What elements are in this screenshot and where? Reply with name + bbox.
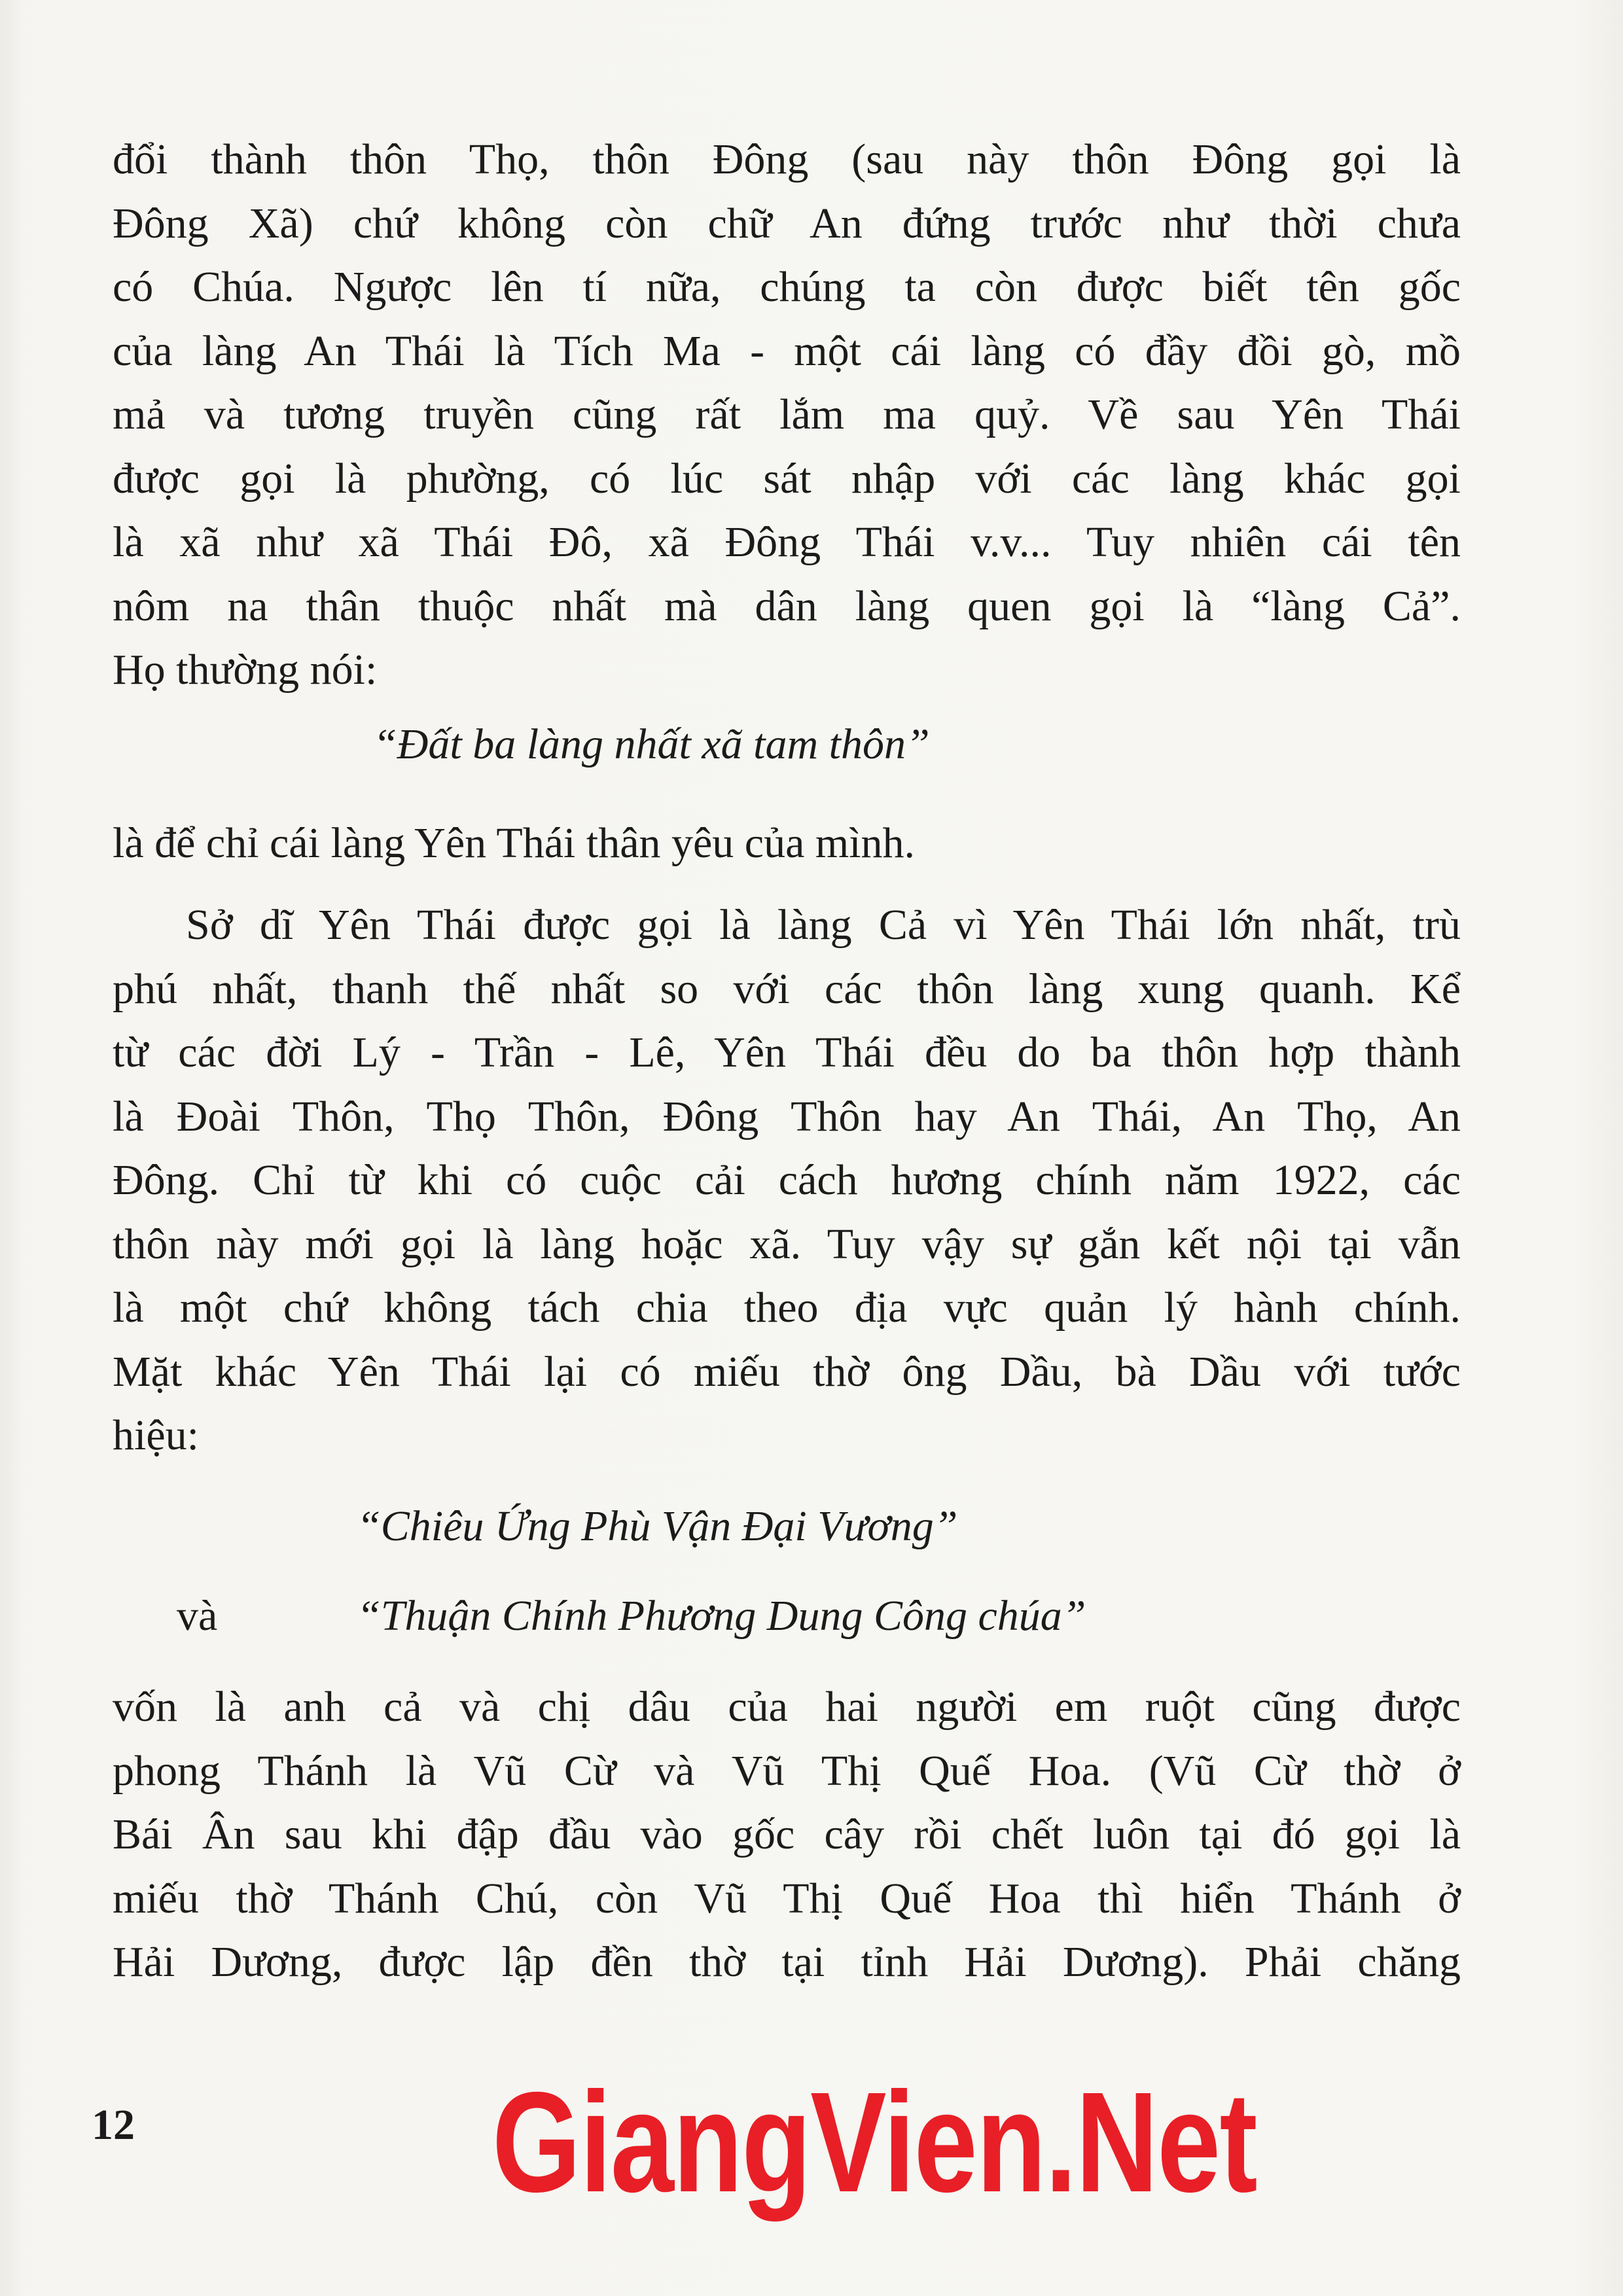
watermark-logo: GiangVien.Net bbox=[492, 2063, 1257, 2222]
text-line: hiệu: bbox=[113, 1411, 199, 1459]
paragraph-2: là để chỉ cái làng Yên Thái thân yêu của mình. bbox=[113, 819, 916, 867]
quote-saying: “Đất ba làng nhất xã tam thôn” bbox=[373, 720, 930, 768]
text-line: miếu thờ Thánh Chú, còn Vũ Thị Quế Hoa thì hiển Thánh ở bbox=[113, 1874, 1461, 1922]
conjunction-text: và bbox=[177, 1592, 218, 1640]
quote-title-female: “Thuận Chính Phương Dung Công chúa” bbox=[357, 1592, 1086, 1640]
text-line: Sở dĩ Yên Thái được gọi là làng Cả vì Yên Thái lớn nhất, trù bbox=[186, 901, 1461, 949]
text-line: được gọi là phường, có lúc sát nhập với các làng khác gọi bbox=[113, 454, 1461, 503]
quote-title-male: “Chiêu Ứng Phù Vận Đại Vương” bbox=[357, 1502, 958, 1550]
paragraph-1 bbox=[113, 128, 1461, 702]
text-line: là xã như xã Thái Đô, xã Đông Thái v.v... Tuy nhiên cái tên bbox=[113, 518, 1461, 566]
paragraph-3 bbox=[113, 893, 1461, 1468]
text-line: nôm na thân thuộc nhất mà dân làng quen gọi là “làng Cả”. bbox=[113, 582, 1461, 630]
text-line: mả và tương truyền cũng rất lắm ma quỷ. Về sau Yên Thái bbox=[113, 391, 1461, 438]
text-line: phú nhất, thanh thế nhất so với các thôn làng xung quanh. Kể bbox=[113, 964, 1461, 1013]
paragraph-4 bbox=[113, 1675, 1461, 1994]
text-line: của làng An Thái là Tích Ma - một cái làng có đầy đồi gò, mồ bbox=[113, 327, 1461, 375]
page-number: 12 bbox=[92, 2101, 135, 2149]
text-line: Hải Dương, được lập đền thờ tại tỉnh Hải Dương). Phải chăng bbox=[113, 1938, 1461, 1986]
text-line: Mặt khác Yên Thái lại có miếu thờ ông Dầu, bà Dầu với tước bbox=[113, 1347, 1461, 1396]
text-line: có Chúa. Ngược lên tí nữa, chúng ta còn được biết tên gốc bbox=[113, 263, 1461, 311]
text-line: Bái Ân sau khi đập đầu vào gốc cây rồi chết luôn tại đó gọi là bbox=[113, 1810, 1461, 1858]
text-line: từ các đời Lý - Trần - Lê, Yên Thái đều do ba thôn hợp thành bbox=[113, 1029, 1461, 1076]
text-line: phong Thánh là Vũ Cừ và Vũ Thị Quế Hoa. (Vũ Cừ thờ ở bbox=[113, 1746, 1461, 1795]
text-line: là Đoài Thôn, Thọ Thôn, Đông Thôn hay An Thái, An Thọ, An bbox=[113, 1092, 1461, 1140]
text-line: Đông Xã) chứ không còn chữ An đứng trước như thời chưa bbox=[113, 199, 1461, 247]
text-line: Đông. Chỉ từ khi có cuộc cải cách hương chính năm 1922, các bbox=[113, 1156, 1461, 1204]
text-line: thôn này mới gọi là làng hoặc xã. Tuy vậy sự gắn kết nội tại vẫn bbox=[113, 1220, 1461, 1268]
text-line: đổi thành thôn Thọ, thôn Đông (sau này thôn Đông gọi là bbox=[113, 135, 1461, 183]
text-line: Họ thường nói: bbox=[113, 646, 378, 694]
text-line: là một chứ không tách chia theo địa vực quản lý hành chính. bbox=[113, 1284, 1461, 1332]
text-line: vốn là anh cả và chị dâu của hai người em ruột cũng được bbox=[113, 1683, 1461, 1731]
